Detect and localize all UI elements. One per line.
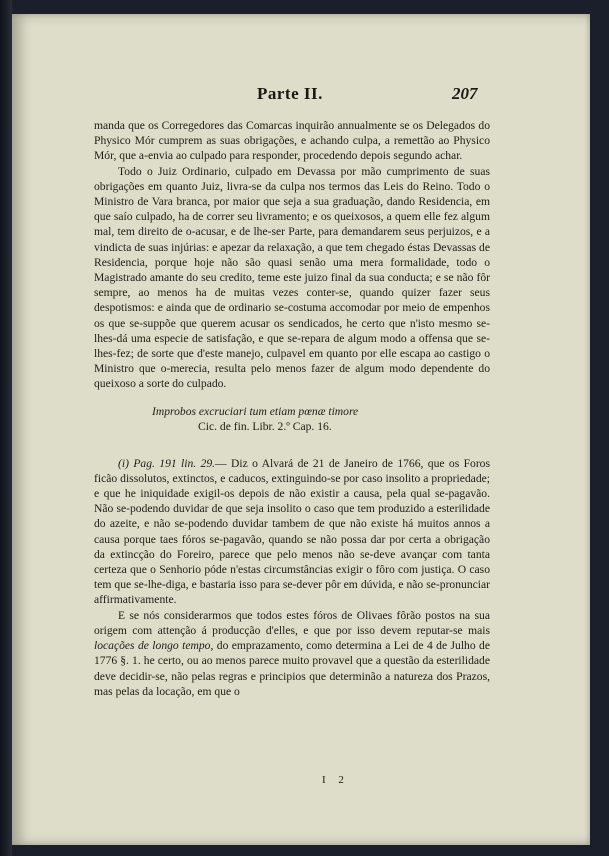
quotation-text: Improbos excruciari tum etiam pœnæ timore — [152, 404, 359, 418]
paragraph-olivaes-start: E se nós considerarmos que todos estes fóros de Olivaes fôrão postos na sua origem com attenção á producção d'elles, e que por isso devem reputar-se mais — [94, 608, 490, 637]
paragraph-olivaes-italic: locações de longo tempo — [94, 639, 211, 653]
quotation-citation: Cic. de fin. Libr. 2.º Cap. 16. — [198, 419, 332, 433]
footnote-marker: (i) — [118, 456, 129, 470]
paragraph-continuation: manda que os Corregedores das Comarcas inquirão annualmente se os Delegados do Physico Mór cumprem as suas obrigações, e achando culpa, a remettão ao Physico Mór, que a-envia ao culpado para responder, procedendo depois segundo achar. — [94, 119, 490, 163]
book-page — [12, 14, 590, 845]
footnote-i — [94, 456, 490, 608]
page-header — [12, 84, 590, 114]
footnote-text: — Diz o Alvará de 21 de Janeiro de 1766, que os Foros ficão dissolutos, extinctos, e caducos, extinguindo-se por caso insolito a propriedade; e que he iniquidade exigil-os depois de não existir a causa, pela qual se-pagavão. Não se-podendo duvidar de que seja insolito o caso que tem produzido a esterilidade do azeite, e não se-podendo duvidar tambem de que não existe há muitos annos a causa porque taes fóros se-pagavão, quando se não possa dar por certa a obrigação da extincção do Foreiro, parece que pelo menos não se-deve avançar com tanta certeza que o Senhorio póde n'estas circumstâncias exigir o fôro com justiça. O caso tem que se-lhe-diga, e bastaria isso para se-dever pôr em dúvida, e não se-pronunciar affirmativamente. — [94, 456, 490, 607]
signature-mark: I 2 — [322, 774, 349, 786]
paragraph-juiz-ordinario: Todo o Juiz Ordinario, culpado em Devassa por mão cumprimento de suas obrigações em quanto Juiz, livra-se da culpa nos termos das Leis do Reino. Todo o Ministro de Vara branca, por maior que seja a sua graduação, dando Residencia, em que saío culpado, ha de correr seu livramento; e os queixosos, a quem elle fez algum mal, tem direito de o-acusar, e de lhe-ser Parte, para demandarem seus perjuizos, e a vindicta de suas injúrias: e apezar da relaxação, a que tem chegado éstas Devassas de Residencia, porque hoje não são quasi senão uma mera formalidade, todo o Magistrado amante do seu credito, teme este juizo final da sua conducta; e se não fôr sempre, ao menos ha de muitas vezes conter-se, quando quizer fazer seus despotismos: e ainda que de ordinario se-costuma accomodar por meio de empenhos os que se-suppõe que querem acusar os sendicados, he certo que n'isto mesmo se-lhes-dá uma especie de satisfação, e que se-repara de algum modo a offensa que se-lhes-fez; de sorte que d'este manejo, culpavel em quanto por elle escapa ao castigo o Ministro que o-merecia, resulta pelo menos fazer de algum modo dependente do queixoso a sorte do culpado. — [94, 164, 490, 391]
running-head: Parte II. — [257, 84, 323, 103]
paragraph-olivaes — [94, 608, 490, 699]
page-number: 207 — [452, 84, 478, 103]
latin-quotation — [152, 404, 490, 434]
footnote-reference: Pag. 191 lin. 29. — [133, 456, 216, 470]
body-text — [94, 118, 490, 699]
paragraph-olivaes-end: , do emprazamento, como determina a Lei de 4 de Julho de 1776 §. 1. he certo, ou ao menos parece muito provavel que a questão da esterilidade deve decidir-se, não pelas regras e principios que determinão a natureza dos Prazos, mas pelas da locação, em que o — [94, 639, 490, 698]
book-spine-shadow — [0, 0, 12, 856]
